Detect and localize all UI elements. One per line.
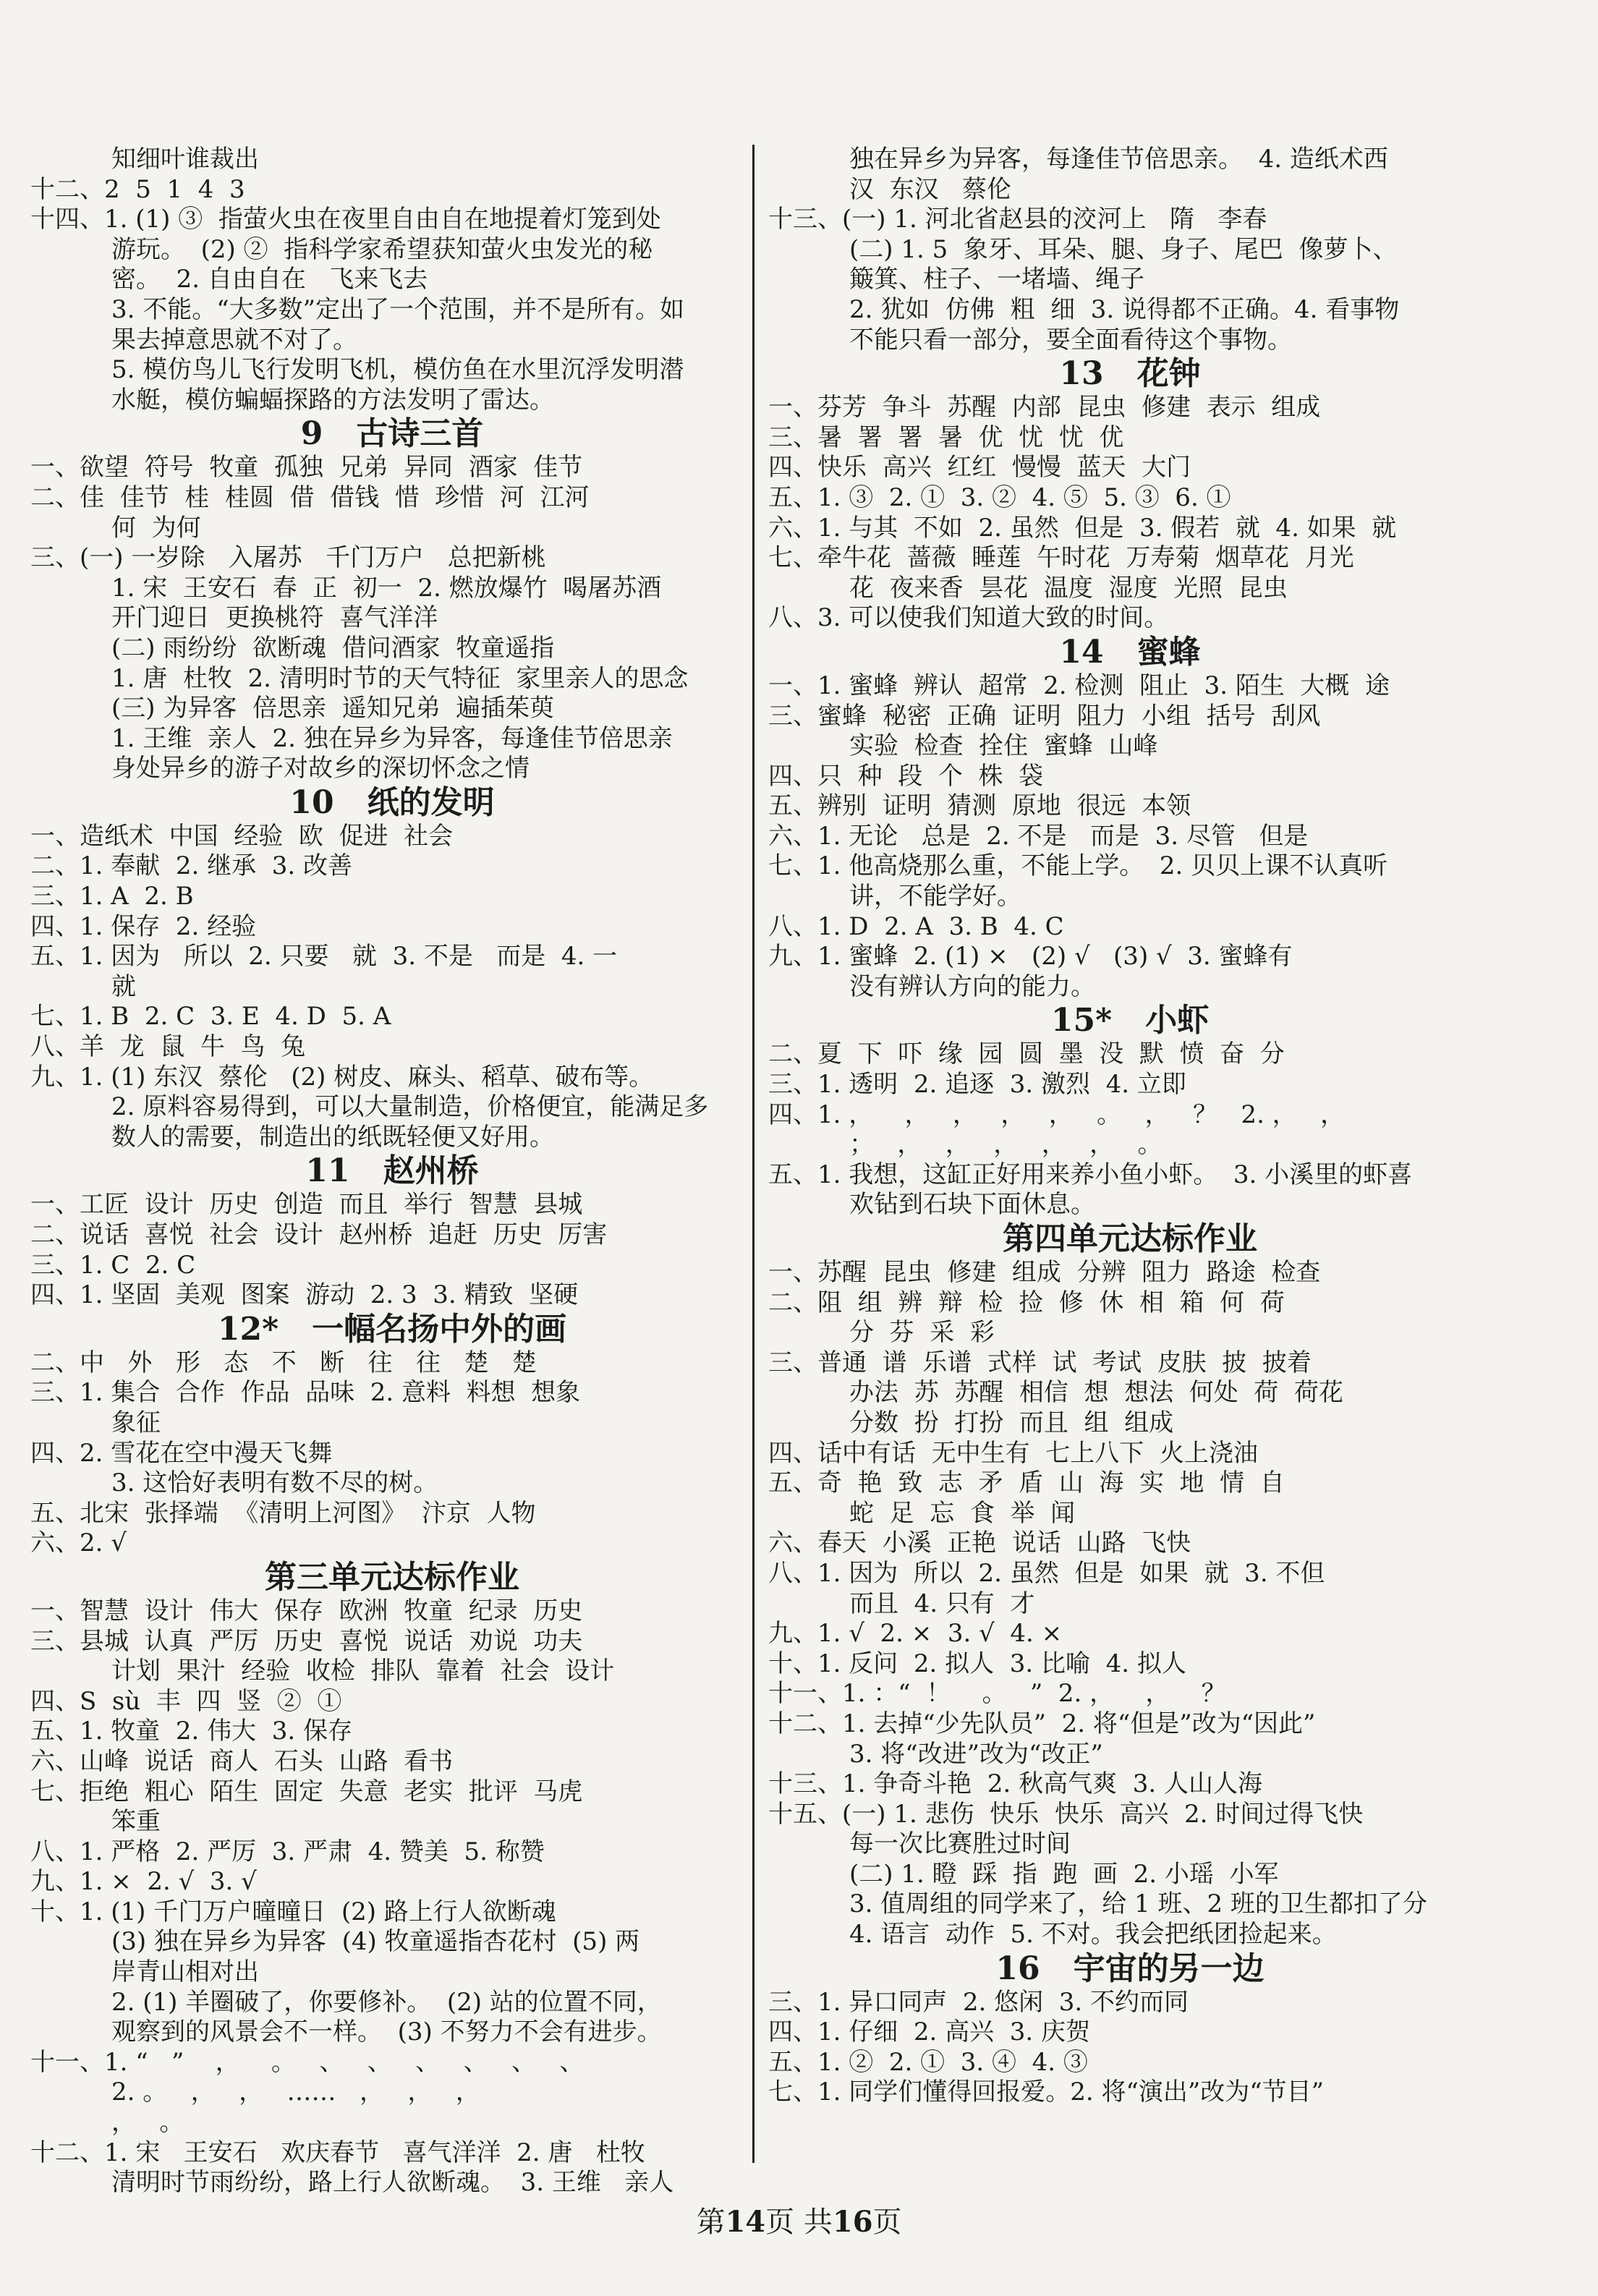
footer-middle: 页 共 — [765, 2206, 833, 2239]
answer-line: (二) 1. 瞪 踩 指 跑 画 2. 小瑶 小军 — [849, 1859, 1279, 1889]
answer-line: 游玩。 (2) ② 指科学家希望获知萤火虫发光的秘 — [111, 234, 653, 264]
answer-line: 三、暑 署 署 暑 优 忧 忧 优 — [768, 422, 1124, 452]
answer-line: 果去掉意思就不对了。 — [111, 325, 357, 354]
answer-line: 4. 语言 动作 5. 不对。我会把纸团捡起来。 — [849, 1920, 1337, 1950]
section-heading: 第四单元达标作业 — [1003, 1220, 1257, 1257]
answer-line: 分数 扮 打扮 而且 组 组成 — [849, 1408, 1174, 1437]
answer-line: 一、欲望 符号 牧童 孤独 兄弟 异同 酒家 佳节 — [30, 453, 583, 482]
answer-line: 三、1. 异口同声 2. 悠闲 3. 不约而同 — [768, 1987, 1189, 2017]
answer-line: 独在异乡为异客，每逢佳节倍思亲。 4. 造纸术西 — [849, 145, 1388, 174]
answer-line: ， 。 — [111, 2108, 184, 2138]
current-page-number: 14 — [725, 2205, 766, 2239]
answer-line: 五、1. ③ 2. ① 3. ② 4. ⑤ 5. ③ 6. ① — [768, 482, 1231, 512]
answer-line: 三、县城 认真 严厉 历史 喜悦 说话 劝说 功夫 — [30, 1626, 583, 1656]
answer-line: 一、苏醒 昆虫 修建 组成 分辨 阻力 路途 检查 — [768, 1258, 1321, 1287]
answer-line: 九、1. √ 2. × 3. √ 4. × — [768, 1619, 1063, 1649]
answer-line: 四、1. 仔细 2. 高兴 3. 庆贺 — [768, 2017, 1090, 2047]
answer-line: 九、1. (1) 东汉 蔡伦 (2) 树皮、麻头、稻草、破布等。 — [30, 1062, 654, 1092]
answer-line: 象征 — [111, 1408, 161, 1437]
answer-line: 一、芬芳 争斗 苏醒 内部 昆虫 修建 表示 组成 — [768, 393, 1321, 422]
answer-line: 3. 值周组的同学来了，给 1 班、2 班的卫生都扣了分 — [849, 1889, 1427, 1919]
section-heading: 9 古诗三首 — [300, 415, 484, 453]
answer-line: 而且 4. 只有 才 — [849, 1589, 1035, 1618]
answer-line: 笨重 — [111, 1807, 161, 1837]
answer-line: 十、1. 反问 2. 拟人 3. 比喻 4. 拟人 — [768, 1649, 1186, 1678]
answer-line: 3. 将“改进”改为“改正” — [849, 1739, 1103, 1769]
answer-line: 三、(一) 一岁除 入屠苏 千门万户 总把新桃 — [30, 543, 546, 573]
answer-line: 十二、1. 去掉“少先队员” 2. 将“但是”改为“因此” — [768, 1709, 1316, 1738]
answer-line: 1. 宋 王安石 春 正 初一 2. 燃放爆竹 喝屠苏酒 — [111, 573, 662, 603]
answer-line: 2. 原料容易得到，可以大量制造，价格便宜，能满足多 — [111, 1092, 709, 1122]
footer-prefix: 第 — [696, 2206, 726, 2239]
answer-line: 十四、1. (1) ③ 指萤火虫在夜里自由自在地提着灯笼到处 — [30, 205, 661, 234]
answer-line: 八、1. 因为 所以 2. 虽然 但是 如果 就 3. 不但 — [768, 1558, 1325, 1588]
answer-line: 讲，不能学好。 — [849, 882, 1021, 911]
answer-line: 三、1. C 2. C — [30, 1250, 196, 1280]
answer-line: 一、工匠 设计 历史 创造 而且 举行 智慧 县城 — [30, 1190, 583, 1220]
left-column — [30, 145, 754, 2198]
answer-line: 2. 犹如 仿佛 粗 细 3. 说得都不正确。4. 看事物 — [849, 294, 1400, 324]
answer-line: 三、1. A 2. B — [30, 882, 194, 911]
answer-line: 三、普通 谱 乐谱 式样 试 考试 皮肤 披 披着 — [768, 1348, 1312, 1377]
answer-line: 四、1. 保存 2. 经验 — [30, 911, 257, 941]
answer-line: 身处异乡的游子对故乡的深切怀念之情 — [111, 754, 530, 783]
answer-line: 1. 王维 亲人 2. 独在异乡为异客，每逢佳节倍思亲 — [111, 723, 673, 753]
answer-line: 四、快乐 高兴 红红 慢慢 蓝天 大门 — [768, 453, 1191, 482]
section-heading: 11 赵州桥 — [305, 1152, 479, 1190]
section-heading: 10 纸的发明 — [289, 783, 495, 821]
answer-line: 二、说话 喜悦 社会 设计 赵州桥 追赶 历史 厉害 — [30, 1220, 608, 1249]
column-divider — [752, 145, 755, 2163]
answer-line: 三、蜜蜂 秘密 正确 证明 阻力 小组 括号 刮风 — [768, 701, 1321, 731]
answer-line: 五、北宋 张择端 《清明上河图》 汴京 人物 — [30, 1498, 536, 1528]
answer-line: 数人的需要，制造出的纸既轻便又好用。 — [111, 1122, 554, 1152]
answer-line: 四、只 种 段 个 株 袋 — [768, 761, 1044, 791]
answer-line: 三、1. 透明 2. 追逐 3. 激烈 4. 立即 — [768, 1070, 1186, 1100]
answer-line: 实验 检查 拴住 蜜蜂 山峰 — [849, 731, 1158, 761]
answer-line: 七、1. B 2. C 3. E 4. D 5. A — [30, 1002, 391, 1032]
answer-line: 2. 。 ， ， …… ， ， ， — [111, 2078, 480, 2107]
answer-line: 十二、2 5 1 4 3 — [30, 174, 245, 204]
answer-line: ； ， ， ， ， ， 。 — [849, 1130, 1163, 1160]
section-heading: 12* 一幅名扬中外的画 — [217, 1310, 567, 1348]
answer-line: 六、山峰 说话 商人 石头 山路 看书 — [30, 1746, 454, 1776]
total-page-count: 16 — [832, 2205, 873, 2239]
answer-line: 一、1. 蜜蜂 辨认 超常 2. 检测 阻止 3. 陌生 大概 途 — [768, 671, 1390, 700]
answer-line: 四、2. 雪花在空中漫天飞舞 — [30, 1438, 333, 1468]
answer-line: (二) 1. 5 象牙、耳朵、腿、身子、尾巴 像萝卜、 — [849, 234, 1398, 264]
answer-line: 二、阻 组 辨 辩 检 捡 修 休 相 箱 何 荷 — [768, 1288, 1285, 1317]
answer-line: 3. 这恰好表明有数不尽的树。 — [111, 1468, 438, 1498]
answer-line: 密。 2. 自由自在 飞来飞去 — [111, 265, 428, 294]
answer-line: 十一、1. “ ” ， 。 、 、 、 、 、 、 — [30, 2047, 585, 2077]
answer-line: 四、S sù 丰 四 竖 ② ① — [30, 1686, 342, 1716]
answer-line: 八、1. D 2. A 3. B 4. C — [768, 911, 1064, 941]
answer-line: 六、春天 小溪 正艳 说话 山路 飞快 — [768, 1528, 1191, 1558]
section-heading: 13 花钟 — [1059, 355, 1201, 393]
page-footer — [0, 2199, 1598, 2240]
answer-line: 何 为何 — [111, 513, 201, 543]
answer-line: 五、1. ② 2. ① 3. ④ 4. ③ — [768, 2047, 1088, 2077]
section-heading: 16 宇宙的另一边 — [995, 1950, 1265, 1987]
answer-line: 八、羊 龙 鼠 牛 鸟 兔 — [30, 1032, 306, 1062]
answer-line: 3. 不能。“大多数”定出了一个范围，并不是所有。如 — [111, 294, 685, 324]
answer-line: 汉 东汉 蔡伦 — [849, 174, 1012, 204]
answer-line: (3) 独在异乡为异客 (4) 牧童遥指杏花村 (5) 两 — [111, 1927, 640, 1957]
answer-line: 九、1. 蜜蜂 2. (1) × (2) √ (3) √ 3. 蜜蜂有 — [768, 942, 1293, 971]
answer-line: 不能只看一部分，要全面看待这个事物。 — [849, 325, 1292, 354]
answer-line: 2. (1) 羊圈破了，你要修补。 (2) 站的位置不同， — [111, 1987, 662, 2017]
answer-line: 十三、1. 争奇斗艳 2. 秋高气爽 3. 人山人海 — [768, 1769, 1262, 1799]
answer-line: 四、1. ， ， ， ， ， 。 ， ？ 2. ， ， — [768, 1100, 1346, 1129]
answer-line: 五、1. 牧童 2. 伟大 3. 保存 — [30, 1717, 352, 1746]
answer-line: (三) 为异客 倍思亲 遥知兄弟 遍插茱萸 — [111, 694, 555, 723]
answer-line: 开门迎日 更换桃符 喜气洋洋 — [111, 603, 438, 633]
answer-line: 六、2. √ — [30, 1528, 127, 1558]
answer-line: 十三、(一) 1. 河北省赵县的洨河上 隋 李春 — [768, 205, 1267, 234]
footer-suffix: 页 — [872, 2206, 902, 2239]
right-column — [768, 145, 1492, 2108]
answer-line: 十一、1. ：“ ！ 。 ” 2. ， ， ？ — [768, 1679, 1226, 1709]
answer-line: 一、智慧 设计 伟大 保存 欧洲 牧童 纪录 历史 — [30, 1596, 583, 1625]
answer-line: 花 夜来香 昙花 温度 湿度 光照 昆虫 — [849, 573, 1288, 603]
answer-line: 十、1. (1) 千门万户曈曈日 (2) 路上行人欲断魂 — [30, 1897, 556, 1926]
answer-line: 七、牵牛花 蔷薇 睡莲 午时花 万寿菊 烟草花 月光 — [768, 543, 1354, 573]
answer-line: 二、夏 下 吓 缘 园 圆 墨 没 默 愤 奋 分 — [768, 1039, 1285, 1069]
answer-line: 五、奇 艳 致 志 矛 盾 山 海 实 地 情 自 — [768, 1468, 1285, 1498]
answer-line: 簸箕、柱子、一堵墙、绳子 — [849, 265, 1144, 294]
answer-line: 岸青山相对出 — [111, 1957, 259, 1987]
answer-line: 分 芬 采 彩 — [849, 1318, 995, 1348]
answer-line: 十五、(一) 1. 悲伤 快乐 快乐 高兴 2. 时间过得飞快 — [768, 1799, 1364, 1829]
section-heading: 15* 小虾 — [1050, 1002, 1210, 1039]
answer-line: 九、1. × 2. √ 3. √ — [30, 1867, 257, 1897]
answer-line: 七、拒绝 粗心 陌生 固定 失意 老实 批评 马虎 — [30, 1777, 583, 1806]
section-heading: 14 蜜蜂 — [1059, 633, 1201, 671]
answer-line: 七、1. 他高烧那么重，不能上学。 2. 贝贝上课不认真听 — [768, 851, 1388, 881]
answer-line: 没有辨认方向的能力。 — [849, 971, 1095, 1001]
answer-line: 七、1. 同学们懂得回报爱。2. 将“演出”改为“节目” — [768, 2078, 1325, 2107]
answer-line: 观察到的风景会不一样。 (3) 不努力不会有进步。 — [111, 2017, 662, 2047]
answer-line: 四、话中有话 无中生有 七上八下 火上浇油 — [768, 1438, 1258, 1468]
answer-line: 欢钻到石块下面休息。 — [849, 1190, 1095, 1220]
answer-line: 清明时节雨纷纷，路上行人欲断魂。 3. 王维 亲人 — [111, 2168, 674, 2198]
answer-line: 每一次比赛胜过时间 — [849, 1829, 1071, 1859]
answer-line: 一、造纸术 中国 经验 欧 促进 社会 — [30, 821, 454, 851]
answer-line: 六、1. 无论 总是 2. 不是 而是 3. 尽管 但是 — [768, 821, 1309, 851]
answer-line: 就 — [111, 971, 136, 1001]
section-heading: 第三单元达标作业 — [265, 1558, 519, 1596]
answer-line: 二、中 外 形 态 不 断 往 往 楚 楚 — [30, 1348, 537, 1377]
answer-line: 四、1. 坚固 美观 图案 游动 2. 3 3. 精致 坚硬 — [30, 1280, 579, 1310]
answer-line: 水艇，模仿蝙蝠探路的方法发明了雷达。 — [111, 385, 554, 414]
answer-line: 1. 唐 杜牧 2. 清明时节的天气特征 家里亲人的思念 — [111, 663, 689, 693]
answer-line: 二、1. 奉献 2. 继承 3. 改善 — [30, 851, 352, 881]
answer-line: 五、1. 因为 所以 2. 只要 就 3. 不是 而是 4. 一 — [30, 942, 618, 971]
answer-line: 十二、1. 宋 王安石 欢庆春节 喜气洋洋 2. 唐 杜牧 — [30, 2138, 645, 2167]
answer-line: 六、1. 与其 不如 2. 虽然 但是 3. 假若 就 4. 如果 就 — [768, 513, 1397, 543]
answer-line: 八、3. 可以使我们知道大致的时间。 — [768, 603, 1169, 633]
answer-line: 五、1. 我想，这缸正好用来养小鱼小虾。 3. 小溪里的虾喜 — [768, 1160, 1413, 1189]
answer-line: 5. 模仿鸟儿飞行发明飞机，模仿鱼在水里沉浮发明潜 — [111, 355, 684, 385]
answer-line: 二、佳 佳节 桂 桂圆 借 借钱 惜 珍惜 河 江河 — [30, 482, 590, 512]
answer-line: 计划 果汁 经验 收检 排队 靠着 社会 设计 — [111, 1657, 615, 1686]
answer-line: 三、1. 集合 合作 作品 品味 2. 意料 料想 想象 — [30, 1378, 581, 1408]
answer-line: (二) 雨纷纷 欲断魂 借问酒家 牧童遥指 — [111, 633, 555, 663]
answer-line: 五、辨别 证明 猜测 原地 很远 本领 — [768, 791, 1191, 821]
answer-line: 八、1. 严格 2. 严厉 3. 严肃 4. 赞美 5. 称赞 — [30, 1837, 545, 1866]
answer-line: 蛇 足 忘 食 举 闻 — [849, 1498, 1076, 1528]
answer-line: 办法 苏 苏醒 相信 想 想法 何处 荷 荷花 — [849, 1378, 1343, 1408]
answer-line: 知细叶谁裁出 — [111, 145, 259, 174]
